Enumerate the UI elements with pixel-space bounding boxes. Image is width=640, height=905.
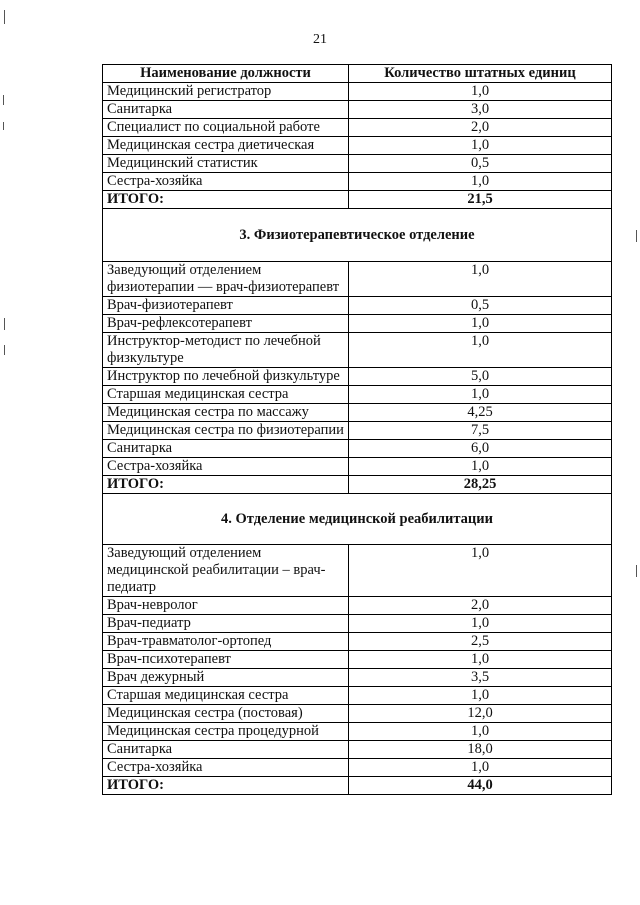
table-row	[103, 723, 612, 741]
section-4-title: 4. Отделение медицинской реабилитации	[103, 494, 612, 545]
count-cell: 1,0	[349, 458, 612, 476]
total-label: ИТОГО:	[103, 191, 349, 209]
table-row	[103, 262, 612, 297]
position-cell: Врач-педиатр	[103, 615, 349, 633]
table-row	[103, 741, 612, 759]
position-cell: Санитарка	[103, 440, 349, 458]
count-cell: 1,0	[349, 137, 612, 155]
total-label: ИТОГО:	[103, 777, 349, 795]
table-row	[103, 119, 612, 137]
count-cell: 3,5	[349, 669, 612, 687]
total-value: 28,25	[349, 476, 612, 494]
total-value: 44,0	[349, 777, 612, 795]
count-cell: 18,0	[349, 741, 612, 759]
scan-mark	[4, 345, 5, 355]
table-row	[103, 597, 612, 615]
count-cell: 1,0	[349, 83, 612, 101]
table-header-row	[103, 65, 612, 83]
table-row	[103, 404, 612, 422]
position-cell: Медицинский регистратор	[103, 83, 349, 101]
count-cell: 1,0	[349, 173, 612, 191]
position-cell: Специалист по социальной работе	[103, 119, 349, 137]
position-cell: Заведующий отделением физиотерапии — врач-физиотерапевт	[103, 262, 349, 297]
count-cell: 1,0	[349, 723, 612, 741]
count-cell: 1,0	[349, 687, 612, 705]
total-value: 21,5	[349, 191, 612, 209]
position-cell: Старшая медицинская сестра	[103, 687, 349, 705]
position-cell: Медицинская сестра по физиотерапии	[103, 422, 349, 440]
table-row	[103, 440, 612, 458]
position-cell: Старшая медицинская сестра	[103, 386, 349, 404]
position-cell: Инструктор по лечебной физкультуре	[103, 368, 349, 386]
count-cell: 5,0	[349, 368, 612, 386]
table-row	[103, 687, 612, 705]
table-row	[103, 615, 612, 633]
count-cell: 2,0	[349, 119, 612, 137]
table-row	[103, 297, 612, 315]
table-row	[103, 705, 612, 723]
position-cell: Сестра-хозяйка	[103, 173, 349, 191]
position-cell: Врач дежурный	[103, 669, 349, 687]
count-cell: 2,5	[349, 633, 612, 651]
total-row-section-3	[103, 476, 612, 494]
position-cell: Медицинская сестра процедурной	[103, 723, 349, 741]
header-position: Наименование должности	[103, 65, 349, 83]
total-row-section-4	[103, 777, 612, 795]
count-cell: 3,0	[349, 101, 612, 119]
section-3-title: 3. Физиотерапевтическое отделение	[103, 209, 612, 262]
scan-mark	[3, 122, 4, 130]
count-cell: 1,0	[349, 759, 612, 777]
total-row-top	[103, 191, 612, 209]
count-cell: 0,5	[349, 155, 612, 173]
count-cell: 0,5	[349, 297, 612, 315]
table-row	[103, 101, 612, 119]
section-title-row	[103, 494, 612, 545]
position-cell: Санитарка	[103, 101, 349, 119]
table-row	[103, 633, 612, 651]
count-cell: 4,25	[349, 404, 612, 422]
section-title-row	[103, 209, 612, 262]
scan-mark	[3, 95, 4, 105]
table-body-section-3	[103, 262, 612, 476]
count-cell: 12,0	[349, 705, 612, 723]
position-cell: Медицинская сестра по массажу	[103, 404, 349, 422]
table-row	[103, 651, 612, 669]
table-row	[103, 368, 612, 386]
table-row	[103, 669, 612, 687]
staff-table	[102, 64, 612, 795]
scan-mark	[636, 565, 637, 577]
table-row	[103, 545, 612, 597]
table-row	[103, 759, 612, 777]
table-body-section-4	[103, 545, 612, 777]
position-cell: Врач-невролог	[103, 597, 349, 615]
position-cell: Санитарка	[103, 741, 349, 759]
position-cell: Медицинский статистик	[103, 155, 349, 173]
position-cell: Сестра-хозяйка	[103, 458, 349, 476]
position-cell: Врач-физиотерапевт	[103, 297, 349, 315]
table-row	[103, 386, 612, 404]
table-row	[103, 83, 612, 101]
count-cell: 2,0	[349, 597, 612, 615]
count-cell: 1,0	[349, 651, 612, 669]
scan-mark	[636, 230, 637, 242]
position-cell: Медицинская сестра диетическая	[103, 137, 349, 155]
count-cell: 7,5	[349, 422, 612, 440]
table-row	[103, 458, 612, 476]
position-cell: Инструктор-методист по лечебной физкультуре	[103, 333, 349, 368]
count-cell: 1,0	[349, 333, 612, 368]
position-cell: Врач-травматолог-ортопед	[103, 633, 349, 651]
table-row	[103, 137, 612, 155]
total-label: ИТОГО:	[103, 476, 349, 494]
count-cell: 1,0	[349, 315, 612, 333]
table-row	[103, 155, 612, 173]
table-row	[103, 315, 612, 333]
table-body-top	[103, 83, 612, 191]
scan-mark	[4, 318, 5, 330]
page-number: 21	[313, 32, 327, 47]
scan-mark	[4, 10, 5, 24]
position-cell: Заведующий отделением медицинской реабилитации – врач-педиатр	[103, 545, 349, 597]
position-cell: Врач-психотерапевт	[103, 651, 349, 669]
position-cell: Врач-рефлексотерапевт	[103, 315, 349, 333]
table-row	[103, 422, 612, 440]
position-cell: Сестра-хозяйка	[103, 759, 349, 777]
count-cell: 6,0	[349, 440, 612, 458]
header-count: Количество штатных единиц	[349, 65, 612, 83]
count-cell: 1,0	[349, 615, 612, 633]
table-row	[103, 173, 612, 191]
table-row	[103, 333, 612, 368]
count-cell: 1,0	[349, 545, 612, 597]
count-cell: 1,0	[349, 262, 612, 297]
count-cell: 1,0	[349, 386, 612, 404]
position-cell: Медицинская сестра (постовая)	[103, 705, 349, 723]
